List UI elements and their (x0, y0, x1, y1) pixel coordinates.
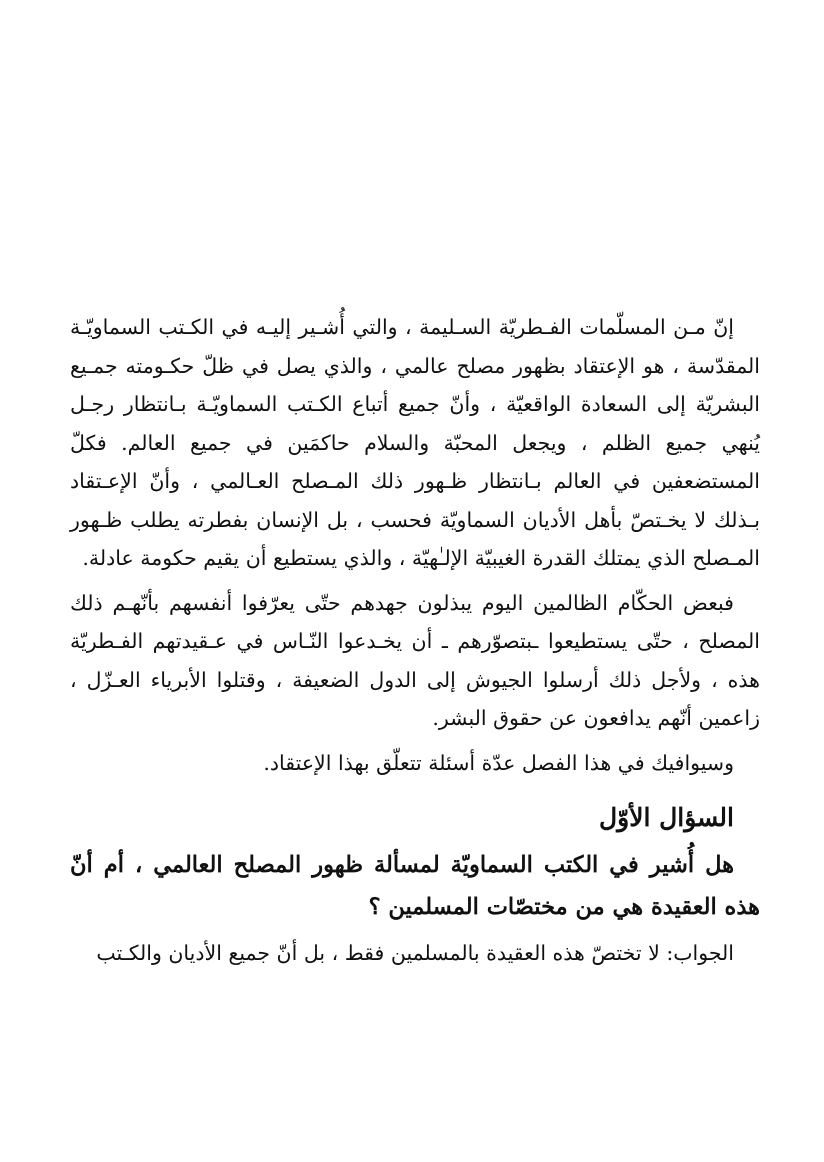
answer-text: الجواب: لا تختصّ هذه العقيدة بالمسلمين فقط ، بل أنّ جميع الأديان والكـتب (96, 941, 734, 965)
paragraph-intro: إنّ مـن المسلّمات الفـطريّة السـليمة ، والتي أُشـير إليـه في الكـتب السماويّـة المقدّسة ، هو الإعتقاد بظهور مصلح عالمي ، والذي يصل في ظلّ حكـومته جمـيع البشريّة إلى السعادة الواقعيّة ، وأنّ جميع أتباع الكـتب السماويّـة بـانتظار رجـل يُنهي جميع الظلم ، ويجعل المحبّة والسلام حاكمَين في جميع العالم. فكلّ المستضعفين في العالم بـانتظار ظـهور ذلك المـصلح العـالمي ، وأنّ الإعـتقاد بـذلك لا يخـتصّ بأهل الأديان السماويّة فحسب ، بل الإنسان بفطرته يطلب ظـهور المـصلح الذي يمتلك القدرة الغيبيّة الإلـٰهيّة ، والذي يستطيع أن يقيم حكومة عادلة. (70, 315, 760, 570)
section-heading: السؤال الأوّل (598, 803, 734, 832)
paragraph-chapter-note: وسيوافيك في هذا الفصل عدّة أسئلة تتعلّق بهذا الإعتقاد. (263, 750, 734, 775)
question-text: هل أُشير في الكتب السماويّة لمسألة ظهور المصلح العالمي ، أم أنّ هذه العقيدة هي من مختصّات المسلمين ؟ (70, 852, 760, 920)
paragraph-rulers: فبعض الحكّام الظالمين اليوم يبذلون جهدهم حتّى يعرّفوا أنفسهم بأنّهـم ذلك المصلح ، حتّى يستطيعوا ـبتصوّرهم ـ أن يخـدعوا النّـاس في عـقيدتهم الفـطريّة هذه ، ولأجل ذلك أرسلوا الجيوش إلى الدول الضعيفة ، وقتلوا الأبرياء العـزّل ، زاعمين أنّهم يدافعون عن حقوق البشر. (70, 590, 760, 730)
page-body (70, 308, 760, 973)
